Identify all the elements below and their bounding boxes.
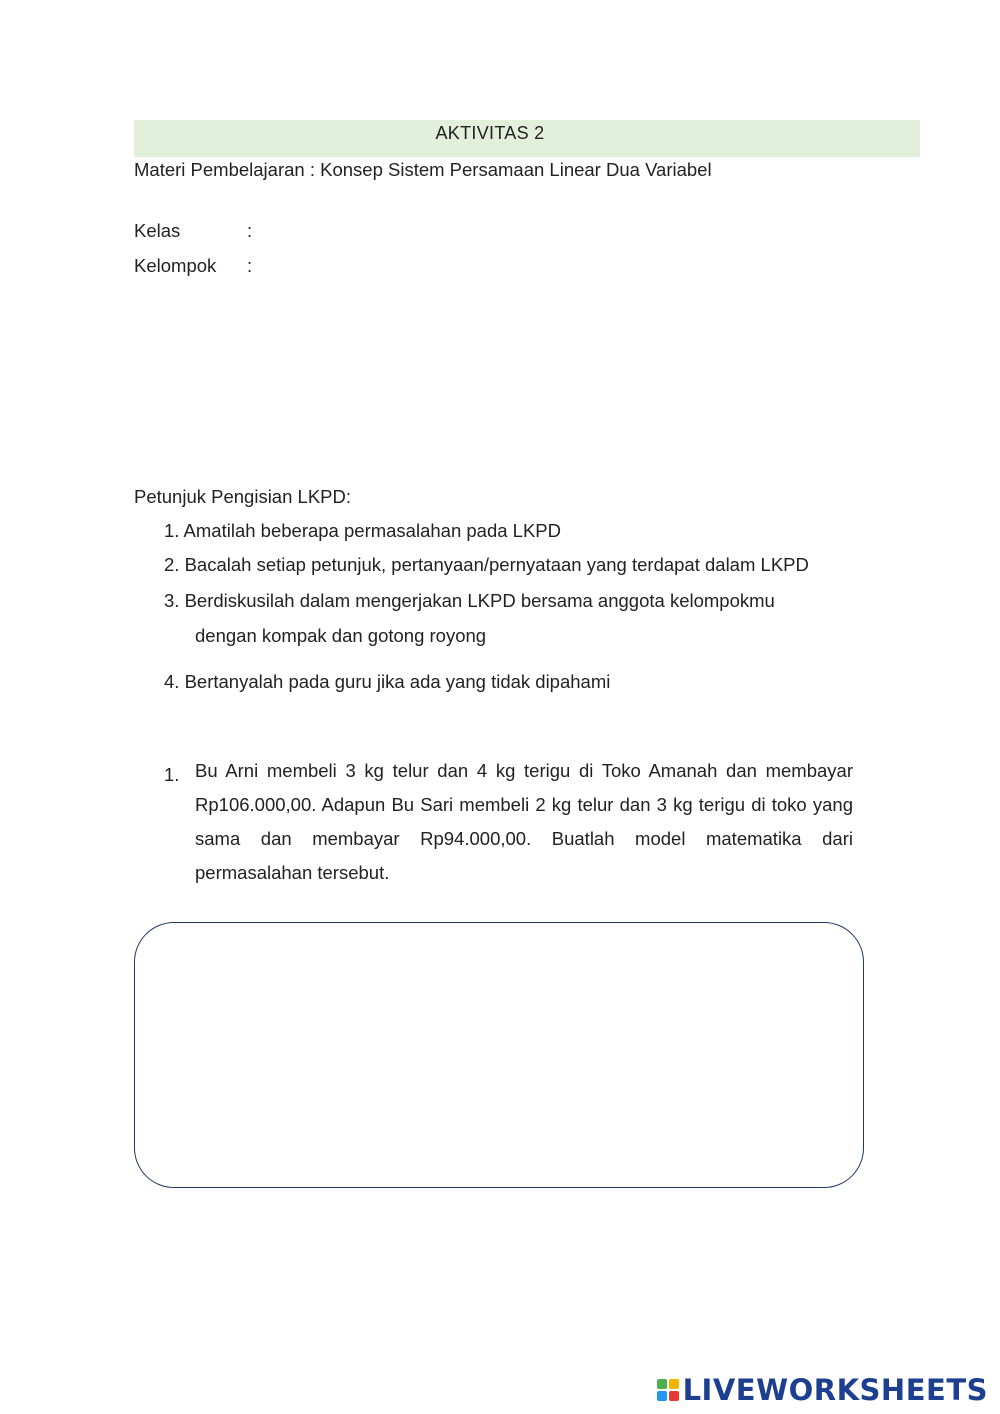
page-title: AKTIVITAS 2 (435, 123, 545, 143)
petunjuk-title: Petunjuk Pengisian LKPD: (134, 486, 351, 507)
kelas-label: Kelas (134, 220, 181, 241)
question-number: 1. (164, 764, 180, 785)
instruction-item-continuation: dengan kompak dan gotong royong (195, 625, 487, 646)
kelas-row (134, 218, 252, 244)
logo-square-icon (657, 1391, 667, 1401)
logo-square-icon (669, 1379, 679, 1389)
kelompok-colon: : (247, 255, 253, 276)
instruction-item: 4. Bertanyalah pada guru jika ada yang tidak dipahami (164, 671, 611, 692)
kelas-colon: : (247, 220, 253, 241)
kelompok-label: Kelompok (134, 255, 217, 276)
instruction-item: 2. Bacalah setiap petunjuk, pertanyaan/pernyataan yang terdapat dalam LKPD (164, 554, 809, 575)
logo-wordmark: LIVEWORKSHEETS (682, 1373, 988, 1407)
answer-box[interactable] (134, 922, 864, 1188)
instruction-item: 3. Berdiskusilah dalam mengerjakan LKPD bersama anggota kelompokmu (164, 590, 775, 611)
logo-grid-icon (657, 1379, 679, 1401)
logo-square-icon (669, 1391, 679, 1401)
question-text: Bu Arni membeli 3 kg telur dan 4 kg terigu di Toko Amanah dan membayar Rp106.000,00. Adapun Bu Sari membeli 2 kg telur dan 3 kg terigu di toko yang sama dan membayar Rp94.000,00. Buatlah model matematika dari permasalahan tersebut. (195, 760, 853, 883)
liveworksheets-logo (657, 1374, 988, 1406)
kelompok-row (134, 253, 252, 279)
title-bar (134, 120, 920, 157)
instruction-item: 1. Amatilah beberapa permasalahan pada LKPD (164, 520, 561, 541)
logo-square-icon (657, 1379, 667, 1389)
materi-line: Materi Pembelajaran : Konsep Sistem Persamaan Linear Dua Variabel (134, 159, 712, 180)
